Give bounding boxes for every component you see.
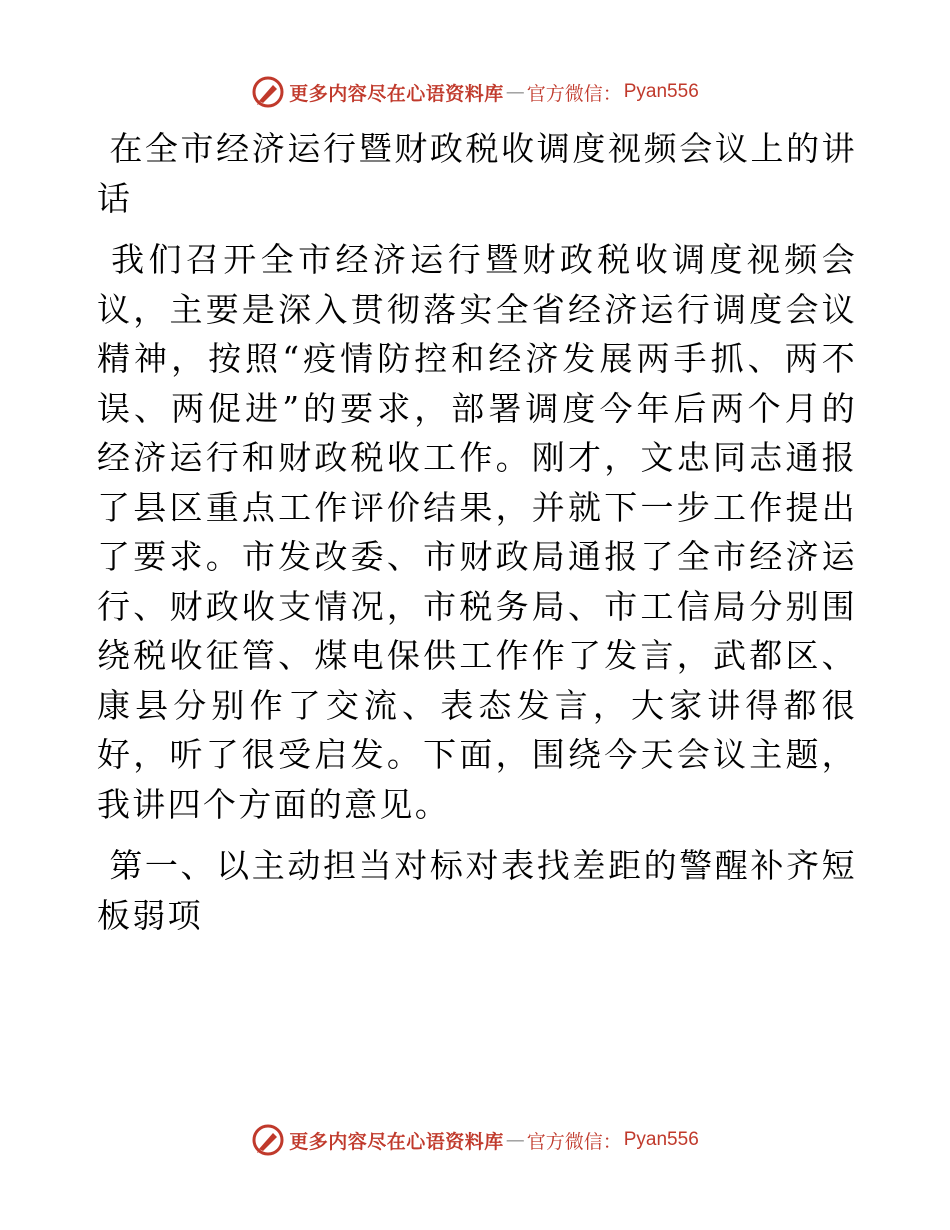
document-title-text: 在全市经济运行暨财政税收调度视频会议上的讲话 — [97, 129, 857, 218]
banner-wechat-label: 官方微信： — [526, 82, 622, 105]
pen-logo-icon — [251, 75, 285, 109]
header-banner — [0, 72, 950, 112]
banner-separator: — — [505, 81, 525, 103]
banner-slogan: 更多内容尽在心语资料库 — [289, 82, 504, 105]
banner-wechat-id: Pyan556 — [623, 81, 699, 102]
footer-banner — [0, 1120, 950, 1160]
banner-slogan: 更多内容尽在心语资料库 — [289, 1130, 504, 1153]
document-title — [97, 124, 857, 223]
paragraph-text: 我们召开全市经济运行暨财政税收调度视频会议，主要是深入贯彻落实全省经济运行调度会议精神，按照“疫情防控和经济发展两手抓、两不误、两促进”的要求，部署调度今年后两个月的经济运行和财政税收工作。刚才，文忠同志通报了县区重点工作评价结果，并就下一步工作提出了要求。市发改委、市财政局通报了全市经济运行、财政收支情况，市税务局、市工信局分别围绕税收征管、煤电保供工作作了发言，武都区、康县分别作了交流、表态发言，大家讲得都很好，听了很受启发。下面，围绕今天会议主题，我讲四个方面的意见。 — [97, 240, 857, 824]
banner-separator: — — [505, 1129, 525, 1151]
document-body — [97, 124, 857, 940]
banner-wechat-label: 官方微信： — [526, 1130, 622, 1153]
banner-wechat-id: Pyan556 — [623, 1129, 699, 1150]
section-heading-text: 第一、以主动担当对标对表找差距的警醒补齐短板弱项 — [97, 846, 857, 935]
section-heading — [97, 841, 857, 940]
pen-logo-icon — [251, 1123, 285, 1157]
paragraph — [97, 235, 857, 829]
